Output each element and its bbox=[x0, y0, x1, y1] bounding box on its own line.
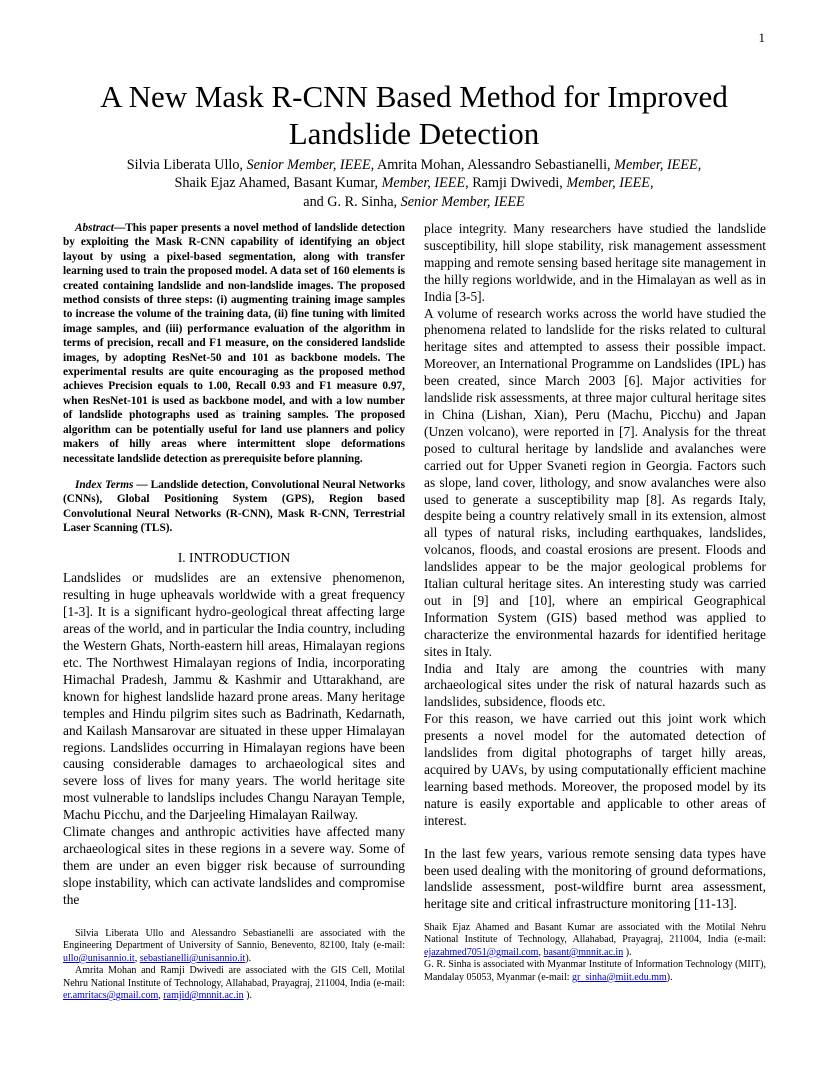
footnote-text: , bbox=[134, 952, 140, 964]
author-list bbox=[40, 156, 788, 211]
email-link[interactable]: sebastianelli@unisannio.it bbox=[139, 952, 246, 964]
body-paragraph: Climate changes and anthropic activities have affected many archaeological sites in these regions in a severe way. Some of them are under an even bigger risk because of surrounding slope instability, which can activate landslides and compromise the bbox=[63, 824, 405, 907]
body-paragraph: Landslides or mudslides are an extensive phenomenon, resulting in huge upheavals worldwide with a great frequency [1-3]. It is a significant hydro-geological threat affecting large areas of the world, and in particular the India country, including the Western Ghats, North-eastern hill areas, Himalayan regions etc. The Northwest Himalayan regions of India, incorporating Himachal Pradesh, Jammu & Kashmir and Uttarakhand, are known for highest landslide hazard prone areas. Many heritage temples and Hindu pilgrim sites such as Badrinath, Kedarnath, and Kailash Mansarovar are situated in these upper Himalayan regions. Landslides occurring in Himalayan regions have been causing considerable damages to archaeological sites and severe loss of lives for many years. The world heritage site most vulnerable to landslips includes Changu Narayan Temple, Machu Picchu, and the Darjeeling Himalayan Railway. bbox=[63, 570, 405, 823]
left-column bbox=[63, 221, 405, 909]
section-heading: I. INTRODUCTION bbox=[177, 549, 291, 565]
author-line bbox=[40, 174, 788, 192]
author-names: Silvia Liberata Ullo, bbox=[126, 157, 247, 173]
body-paragraph: In the last few years, various remote sensing data types have been used dealing with the monitoring of ground deformations, landslide assessment, post-wildfire burnt area assessment, heritage site and critical infrastructure monitoring [11-13]. bbox=[424, 845, 766, 912]
footnotes-right bbox=[424, 922, 766, 984]
author-line bbox=[40, 156, 788, 174]
email-link[interactable]: ullo@unisannio.it bbox=[63, 952, 135, 964]
footnote bbox=[63, 965, 405, 1002]
abstract bbox=[63, 221, 405, 466]
footnote-text: ). bbox=[243, 990, 252, 1002]
author-names: , bbox=[697, 157, 702, 173]
footnote bbox=[424, 922, 766, 959]
author-names: and G. R. Sinha, bbox=[303, 193, 401, 210]
footnote-text: Amrita Mohan and Ramji Dwivedi are associated with the GIS Cell, Motilal Nehru National Institute of Technology, Allahabad, Prayagraj, 211004, India (e-mail: bbox=[63, 965, 405, 989]
right-column bbox=[424, 221, 766, 913]
footnote bbox=[424, 959, 766, 984]
email-link[interactable]: ejazahmed7051@gmail.com bbox=[424, 946, 539, 958]
author-names: , bbox=[649, 175, 654, 192]
footnote-text: Shaik Ejaz Ahamed and Basant Kumar are associated with the Motilal Nehru National Institute of Technology, Allahabad, Prayagraj, 211004, India (e-mail: bbox=[424, 922, 766, 946]
footnote-text: ). bbox=[666, 971, 673, 983]
email-link[interactable]: basant@mnnit.ac.in bbox=[543, 946, 624, 958]
footnote-text: ). bbox=[623, 946, 632, 958]
email-link[interactable]: gr_sinha@miit.edu.mm bbox=[572, 971, 667, 983]
index-terms-label: Index Terms bbox=[75, 478, 134, 491]
author-names: , Amrita Mohan, Alessandro Sebastianelli, bbox=[370, 157, 615, 173]
body-paragraph: India and Italy are among the countries with many archaeological sites under the risk of natural hazards such as landslides, subsidence, floods etc. bbox=[424, 660, 766, 710]
footnote-text: , bbox=[538, 946, 544, 958]
footnote bbox=[63, 928, 405, 965]
author-names: , Ramji Dwivedi, bbox=[465, 175, 567, 192]
body-paragraph: place integrity. Many researchers have studied the landslide susceptibility, hill slope stability, risk management assessment mapping and remote sensing based heritage site management in the hilly regions worldwide, and in the Himalayan as well as in India [3-5]. bbox=[424, 221, 766, 304]
author-membership: Senior Member, IEEE bbox=[400, 193, 525, 210]
page-number: 1 bbox=[758, 30, 765, 45]
paper-title: A New Mask R-CNN Based Method for Improved Landslide Detection bbox=[100, 79, 728, 151]
footnote-text: ). bbox=[245, 952, 252, 964]
author-membership: Member, IEEE bbox=[566, 175, 650, 192]
email-link[interactable]: er.amritacs@gmail.com bbox=[63, 990, 159, 1002]
footnotes-left bbox=[63, 928, 405, 1002]
abstract-text: —This paper presents a novel method of landslide detection by exploiting the Mask R-CNN capability of identifying an object layout by using a pixel-based segmentation, along with transfer learning used to train the proposed model. A data set of 160 elements is created containing landslide and non-landslide images. The proposed method consists of three steps: (i) augmenting training image samples to increase the volume of the training data, (ii) fine tuning with limited image samples, and (iii) performance evaluation of the algorithm in terms of precision, recall and F1 measure, on the considered landslide images, by adopting ResNet-50 and 101 as backbone models. The experimental results are quite encouraging as the proposed method achieves Precision equals to 1.00, Recall 0.93 and F1 measure 0.97, when ResNet-101 is used as backbone model, and with a low number of landslide photographs used as training samples. The proposed algorithm can be potentially useful for land use planners and policy makers of hilly areas where intermittent slope deformations necessitate landslide detection as prerequisite before planning. bbox=[63, 222, 405, 465]
author-line bbox=[40, 193, 788, 211]
index-terms bbox=[63, 478, 405, 536]
email-link[interactable]: ramjid@mnnit.ac.in bbox=[163, 990, 244, 1002]
abstract-label: Abstract bbox=[75, 222, 114, 234]
author-membership: Member, IEEE bbox=[614, 157, 698, 173]
index-terms-text: — Landslide detection, Convolutional Neural Networks (CNNs), Global Positioning System (GPS), Region based Convolutional Neural Networks (R-CNN), Mask R-CNN, Terrestrial Laser Scanning (TLS). bbox=[63, 478, 405, 535]
author-membership: Member, IEEE bbox=[381, 175, 466, 192]
author-membership: Senior Member, IEEE bbox=[246, 157, 371, 173]
footnote-text: Silvia Liberata Ullo and Alessandro Sebastianelli are associated with the Engineering Department of University of Sannio, Benevento, 82100, Italy (e-mail: bbox=[63, 928, 405, 952]
author-names: Shaik Ejaz Ahamed, Basant Kumar, bbox=[174, 175, 382, 192]
body-paragraph: A volume of research works across the world have studied the phenomena related to landslide for the risks related to cultural heritage sites and attempted to assess their possible impact. Moreover, an International Programme on Landslides (IPL) has been created, since March 2003 [6]. Major activities for landslide risk assessments, at three major cultural heritage sites in China (Lishan, Xian), Peru (Machu, Picchu) and Japan (Unzen volcano), were reported in [7]. Analysis for the threat posed to cultural heritage by landslide and avalanches were carried out for Upper Svaneti region in Georgia. Factors such as slope, land cover, lithology, and snow avalanches were also used to generate a susceptibility map [8]. As regards Italy, despite being a country relatively small in its extension, almost all types of natural risks, including earthquakes, landslides, volcanos, floods, and coastal erosions are present. Floods and landslides appear to be the major geological problems for Italian cultural heritage sites. An interesting study was carried out in [9] and [10], where an empirical Geographical Information System (GIS) based method was applied to characterize the environmental hazards for identified heritage sites in Italy. bbox=[424, 305, 766, 659]
footnote-text: , bbox=[158, 990, 164, 1002]
body-paragraph: For this reason, we have carried out this joint work which presents a novel model for the automated detection of landslides from digital photographs of target hilly areas, acquired by UAVs, by using computationally efficient machine learning based methods. Moreover, the proposed model by its nature is easily exportable and applicable to other areas of interest. bbox=[424, 711, 766, 828]
footnote-text: G. R. Sinha is associated with Myanmar Institute of Information Technology (MIIT), Mandalay 05053, Myanmar (e-mail: bbox=[424, 959, 766, 983]
